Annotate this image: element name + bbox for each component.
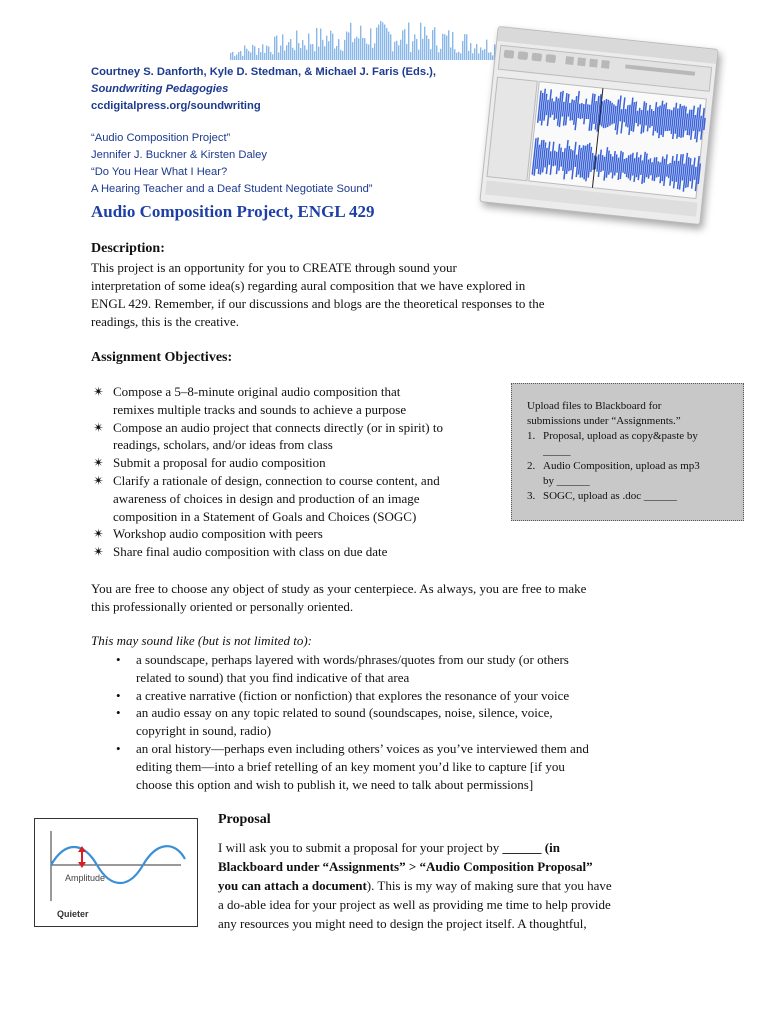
amplitude-label: Amplitude <box>65 873 106 883</box>
banner-wave-bar <box>466 34 467 60</box>
banner-wave-bar <box>244 45 245 60</box>
banner-wave-bar <box>476 44 477 60</box>
banner-wave-bar <box>246 49 247 60</box>
example-line: choose this option and wish to publish it, we need to talk about permissions] <box>136 776 534 792</box>
banner-wave-bar <box>456 53 457 60</box>
banner-wave-bar <box>392 51 393 60</box>
upload-item-number: 1. <box>527 430 536 442</box>
objectives-heading: Assignment Objectives: <box>91 350 233 365</box>
description-text <box>91 259 545 331</box>
description-line: interpretation of some idea(s) regarding aural composition that we have explored in <box>91 278 526 293</box>
banner-wave-bar <box>440 49 441 60</box>
proposal-text-bold: Blackboard under “Assignments” > “Audio Composition Proposal” <box>218 859 593 874</box>
banner-wave-bar <box>352 42 353 60</box>
banner-wave-bar <box>472 53 473 60</box>
objective-item <box>93 383 443 419</box>
banner-wave-bar <box>410 52 411 60</box>
banner-wave-bar <box>378 25 379 60</box>
banner-wave-bar <box>430 49 431 60</box>
banner-wave-bar <box>336 46 337 60</box>
banner-wave-bar <box>404 29 405 60</box>
banner-wave-bar <box>462 41 463 60</box>
banner-wave-bar <box>260 52 261 60</box>
description-line: ENGL 429. Remember, if our discussions and blogs are the theoretical responses to the <box>91 296 545 311</box>
banner-wave-bar <box>254 46 255 60</box>
freedom-paragraph <box>91 580 586 616</box>
banner-wave-bar <box>364 38 365 60</box>
banner-wave-bar <box>350 23 351 60</box>
proposal-text <box>218 838 612 933</box>
banner-wave-bar <box>250 52 251 60</box>
objective-line: Compose an audio project that connects directly (or in spirit) to <box>113 419 443 435</box>
banner-wave-bar <box>362 38 363 60</box>
banner-wave-bar <box>274 37 275 60</box>
upload-item <box>527 489 735 504</box>
banner-wave-bar <box>286 45 287 60</box>
banner-wave-bar <box>354 39 355 60</box>
star-bullet-icon: ✴ <box>93 419 104 435</box>
example-line: copyright in sound, radio) <box>136 723 272 739</box>
banner-wave-bar <box>386 28 387 60</box>
banner-wave-bar <box>314 51 315 60</box>
star-bullet-icon: ✴ <box>93 526 104 542</box>
banner-wave-bar <box>326 36 327 60</box>
amplitude-figure <box>34 818 198 927</box>
banner-wave-bar <box>414 34 415 60</box>
banner-wave-bar <box>360 26 361 60</box>
banner-wave-bar <box>270 52 271 60</box>
banner-wave-bar <box>434 27 435 60</box>
related-subtitle: A Hearing Teacher and a Deaf Student Negotiate Sound” <box>91 182 373 195</box>
banner-wave-bar <box>236 55 237 60</box>
banner-wave-bar <box>342 51 343 60</box>
banner-wave-bar <box>322 40 323 60</box>
upload-instructions-box <box>511 383 744 521</box>
citation-header <box>91 64 436 198</box>
banner-wave-bar <box>444 34 445 60</box>
banner-wave-bar <box>442 34 443 60</box>
banner-wave-bar <box>402 31 403 60</box>
banner-wave-bar <box>446 36 447 60</box>
star-bullet-icon: ✴ <box>93 472 104 488</box>
upload-intro-line: submissions under “Assignments.” <box>527 415 681 427</box>
description-line: readings, this is the creative. <box>91 314 240 329</box>
banner-wave-bar <box>438 52 439 60</box>
banner-wave-bar <box>490 52 491 60</box>
banner-wave-bar <box>474 48 475 60</box>
banner-wave-bar <box>470 43 471 60</box>
example-line: a soundscape, perhaps layered with words/phrases/quotes from our study (or others <box>136 652 569 667</box>
proposal-line <box>218 876 612 895</box>
upload-intro-line: Upload files to Blackboard for <box>527 400 662 412</box>
banner-wave-bar <box>262 44 263 60</box>
banner-wave-bar <box>264 53 265 60</box>
banner-wave-bar <box>424 27 425 60</box>
proposal-line <box>218 838 612 857</box>
example-line: related to sound) that you find indicative of that area <box>136 669 410 685</box>
objective-line: composition in a Statement of Goals and Choices (SOGC) <box>113 508 417 524</box>
banner-wave-bar <box>294 50 295 60</box>
banner-wave-bar <box>306 50 307 60</box>
amplitude-wave-illustration <box>35 819 197 926</box>
banner-wave-bar <box>450 47 451 60</box>
banner-wave-bar <box>432 30 433 60</box>
banner-wave-bar <box>348 32 349 60</box>
banner-wave-bar <box>240 51 241 60</box>
banner-wave-bar <box>328 41 329 60</box>
banner-wave-bar <box>290 39 291 60</box>
proposal-line: a do-able idea for your project as well as providing me time to help provide <box>218 897 611 912</box>
banner-wave-bar <box>376 27 377 60</box>
example-line: an oral history—perhaps even including others’ voices as you’ve interviewed them and <box>136 740 589 756</box>
description-heading: Description: <box>91 241 165 256</box>
description-line: This project is an opportunity for you to CREATE through sound your <box>91 260 457 275</box>
banner-wave-bar <box>344 40 345 60</box>
upload-item-line: Proposal, upload as copy&paste by <box>543 430 698 442</box>
chapter-authors: Jennifer J. Buckner & Kirsten Daley <box>91 149 267 162</box>
banner-wave-bar <box>372 48 373 60</box>
proposal-text-bold: you can attach a document <box>218 878 367 893</box>
objective-item <box>93 472 443 525</box>
page-title: Audio Composition Project, ENGL 429 <box>91 202 375 221</box>
banner-wave-bar <box>366 44 367 60</box>
example-item <box>116 651 589 687</box>
objective-line: readings, scholars, and/or ideas from class <box>113 437 333 453</box>
objective-line: awareness of choices in design and production of an image <box>113 490 420 506</box>
example-line: a creative narrative (fiction or nonfiction) that explores the resonance of your voice <box>136 687 570 703</box>
banner-wave-bar <box>340 50 341 60</box>
proposal-text-plain: ). This is my way of making sure that you have <box>366 878 612 893</box>
audio-editor-screenshot <box>479 26 718 225</box>
objective-item <box>93 454 443 472</box>
banner-wave-bar <box>248 51 249 60</box>
banner-wave-bar <box>334 49 335 60</box>
banner-wave-bar <box>464 34 465 60</box>
example-item <box>116 740 589 793</box>
examples-list <box>116 651 589 793</box>
banner-wave-bar <box>238 52 239 60</box>
upload-item <box>527 459 735 489</box>
chapter-title: “Audio Composition Project” <box>91 132 231 145</box>
banner-wave-bar <box>390 34 391 60</box>
banner-wave-bar <box>302 40 303 60</box>
bullet-icon: • <box>116 705 121 721</box>
example-line: editing them—into a brief retelling of an key moment you’d like to capture [if you <box>136 758 565 774</box>
banner-wave-bar <box>332 34 333 60</box>
bullet-icon: • <box>116 740 121 756</box>
banner-wave-bar <box>484 49 485 60</box>
objective-line: Clarify a rationale of design, connection to course content, and <box>113 472 440 488</box>
banner-wave-bar <box>316 28 317 60</box>
objective-item <box>93 525 443 543</box>
banner-wave-bar <box>468 51 469 60</box>
banner-wave-bar <box>416 39 417 60</box>
upload-item-number: 2. <box>527 460 536 472</box>
star-bullet-icon: ✴ <box>93 384 104 399</box>
banner-wave-bar <box>388 32 389 60</box>
banner-wave-bar <box>454 49 455 60</box>
freedom-line: You are free to choose any object of study as your centerpiece. As always, you are free to make <box>91 581 587 596</box>
banner-wave-bar <box>420 23 421 60</box>
bullet-icon: • <box>116 652 121 667</box>
objective-line: Compose a 5–8-minute original audio composition that <box>113 384 401 399</box>
proposal-line <box>218 857 612 876</box>
upload-item-number: 3. <box>527 490 536 502</box>
banner-wave-bar <box>310 44 311 60</box>
banner-wave-bar <box>480 47 481 60</box>
banner-wave-bar <box>482 50 483 60</box>
banner-wave-bar <box>308 33 309 60</box>
banner-wave-bar <box>458 52 459 60</box>
upload-item <box>527 429 735 459</box>
banner-wave-bar <box>368 45 369 60</box>
waveform-banner <box>230 18 530 60</box>
objective-item <box>93 543 443 561</box>
objective-line: Submit a proposal for audio composition <box>113 455 326 471</box>
proposal-text-plain: I will ask you to submit a proposal for your project by <box>218 840 503 855</box>
banner-wave-bar <box>298 43 299 60</box>
banner-wave-bar <box>394 42 395 60</box>
banner-wave-bar <box>230 53 231 60</box>
banner-wave-bar <box>280 46 281 60</box>
banner-wave-bar <box>252 45 253 60</box>
objectives-list <box>93 383 443 561</box>
related-title: “Do You Hear What I Hear? <box>91 165 228 178</box>
star-bullet-icon: ✴ <box>93 544 104 560</box>
banner-wave-bar <box>384 24 385 60</box>
banner-wave-bar <box>382 22 383 60</box>
banner-wave-bar <box>478 53 479 60</box>
banner-wave-bar <box>396 41 397 60</box>
bullet-icon: • <box>116 687 121 703</box>
banner-wave-bar <box>256 55 257 60</box>
banner-wave-bar <box>452 32 453 60</box>
freedom-line: this professionally oriented or personally oriented. <box>91 599 354 614</box>
proposal-text-bold: ______ (in <box>502 840 560 855</box>
upload-item-line: Audio Composition, upload as mp3 <box>543 460 700 472</box>
proposal-heading: Proposal <box>218 812 271 827</box>
banner-wave-bar <box>296 30 297 60</box>
banner-wave-bar <box>320 29 321 60</box>
upload-item-line: SOGC, upload as .doc ______ <box>543 490 677 502</box>
book-title: Soundwriting Pedagogies <box>91 82 229 95</box>
objective-line: Share final audio composition with class on due date <box>113 544 388 560</box>
banner-wave-bar <box>258 48 259 60</box>
book-url[interactable]: ccdigitalpress.org/soundwriting <box>91 99 261 112</box>
banner-wave-bar <box>374 43 375 60</box>
banner-wave-bar <box>418 50 419 60</box>
quieter-label: Quieter <box>57 909 89 919</box>
banner-wave-bar <box>436 45 437 60</box>
banner-wave-bar <box>428 39 429 60</box>
example-item <box>116 704 589 740</box>
banner-wave-bar <box>242 56 243 60</box>
banner-wave-bar <box>356 37 357 60</box>
banner-wave-bar <box>234 56 235 60</box>
upload-item-line: _____ <box>543 445 571 457</box>
banner-wave-bar <box>312 44 313 60</box>
banner-wave-bar <box>276 36 277 60</box>
banner-wave-bar <box>292 48 293 60</box>
editors: Courtney S. Danforth, Kyle D. Stedman, & Michael J. Faris (Eds.), <box>91 66 437 78</box>
banner-wave-bar <box>448 30 449 60</box>
banner-wave-bar <box>266 46 267 60</box>
example-line: an audio essay on any topic related to sound (soundscapes, noise, silence, voice, <box>136 705 553 721</box>
banner-wave-bar <box>406 44 407 60</box>
banner-wave-bar <box>272 54 273 60</box>
banner-wave-bar <box>398 45 399 60</box>
banner-wave-bar <box>324 46 325 60</box>
proposal-line: any resources you might need to design the project itself. A thoughtful, <box>218 916 587 931</box>
banner-wave-bar <box>268 47 269 60</box>
banner-wave-bar <box>492 55 493 60</box>
examples-heading: This may sound like (but is not limited to): <box>91 633 312 648</box>
banner-wave-bar <box>284 51 285 60</box>
banner-wave-bar <box>426 35 427 60</box>
banner-wave-bar <box>370 28 371 60</box>
banner-wave-bar <box>318 47 319 60</box>
banner-wave-bar <box>278 52 279 60</box>
audio-editor-illustration <box>480 27 717 224</box>
banner-wave-bar <box>232 52 233 60</box>
objective-line: remixes multiple tracks and sounds to achieve a purpose <box>113 401 407 417</box>
star-bullet-icon: ✴ <box>93 455 104 471</box>
banner-wave-bar <box>282 34 283 60</box>
banner-wave-bar <box>288 42 289 60</box>
objective-line: Workshop audio composition with peers <box>113 526 323 542</box>
upload-item-line: by ______ <box>543 475 590 487</box>
example-item <box>116 687 589 705</box>
banner-wave-bar <box>346 32 347 60</box>
banner-wave-bar <box>412 41 413 60</box>
banner-wave-bar <box>488 53 489 60</box>
banner-wave-bar <box>300 48 301 60</box>
banner-wave-bar <box>460 53 461 60</box>
banner-wave-bar <box>358 38 359 60</box>
banner-wave-bar <box>380 21 381 60</box>
banner-wave-bar <box>408 23 409 60</box>
banner-wave-bar <box>304 45 305 60</box>
objective-item <box>93 419 443 455</box>
banner-wave-bar <box>400 40 401 60</box>
banner-wave-bar <box>422 39 423 60</box>
banner-wave-bar <box>330 31 331 60</box>
banner-wave-bar <box>486 40 487 60</box>
banner-wave-bar <box>338 39 339 60</box>
